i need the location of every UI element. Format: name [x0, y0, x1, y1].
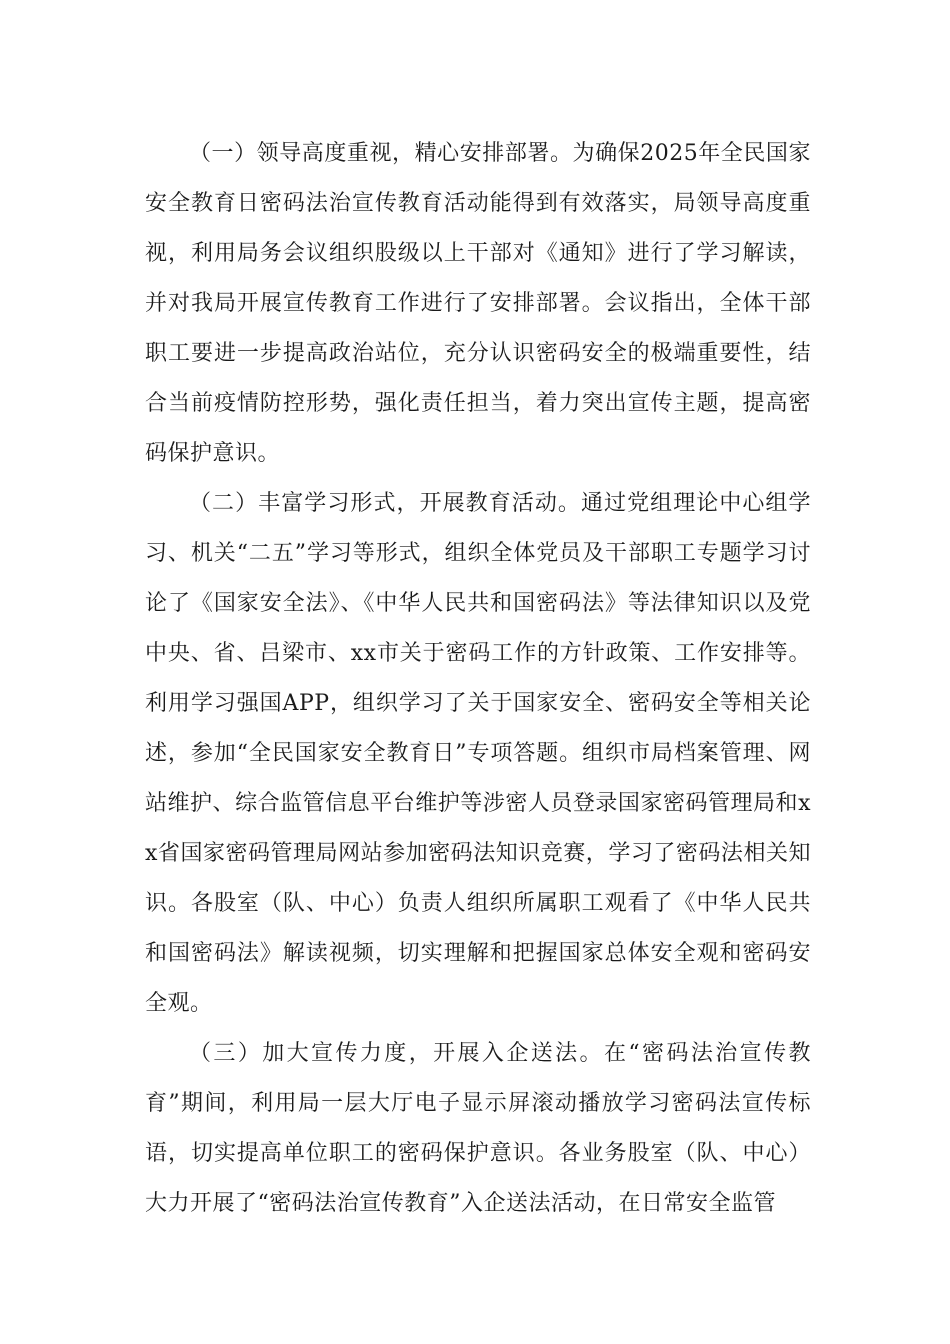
- paragraph-learning-forms: （二）丰富学习形式，开展教育活动。通过党组理论中心组学习、机关“二五”学习等形式，组织全体党员及干部职工专题学习讨论了《国家安全法》、《中华人民共和国密码法》等法律知识以及党中央、省、吕梁市、xx市关于密码工作的方针政策、工作安排等。利用学习强国APP，组织学习了关于国家安全、密码安全等相关论述，参加“全民国家安全教育日”专项答题。组织市局档案管理、网站维护、综合监管信息平台维护等涉密人员登录国家密码管理局和xx省国家密码管理局网站参加密码法知识竞赛，学习了密码法相关知识。各股室（队、中心）负责人组织所属职工观看了《中华人民共和国密码法》解读视频，切实理解和把握国家总体安全观和密码安全观。: [145, 491, 811, 1016]
- document-body: [145, 129, 811, 1229]
- paragraph-leadership: （一）领导高度重视，精心安排部署。为确保2025年全民国家安全教育日密码法治宣传教育活动能得到有效落实，局领导高度重视，利用局务会议组织股级以上干部对《通知》进行了学习解读，并对我局开展宣传教育工作进行了安排部署。会议指出，全体干部职工要进一步提高政治站位，充分认识密码安全的极端重要性，结合当前疫情防控形势，强化责任担当，着力突出宣传主题，提高密码保护意识。: [145, 141, 811, 466]
- paragraph-publicity: （三）加大宣传力度，开展入企送法。在“密码法治宣传教育”期间，利用局一层大厅电子显示屏滚动播放学习密码法宣传标语，切实提高单位职工的密码保护意识。各业务股室（队、中心）大力开展了“密码法治宣传教育”入企送法活动，在日常安全监管: [145, 1041, 811, 1216]
